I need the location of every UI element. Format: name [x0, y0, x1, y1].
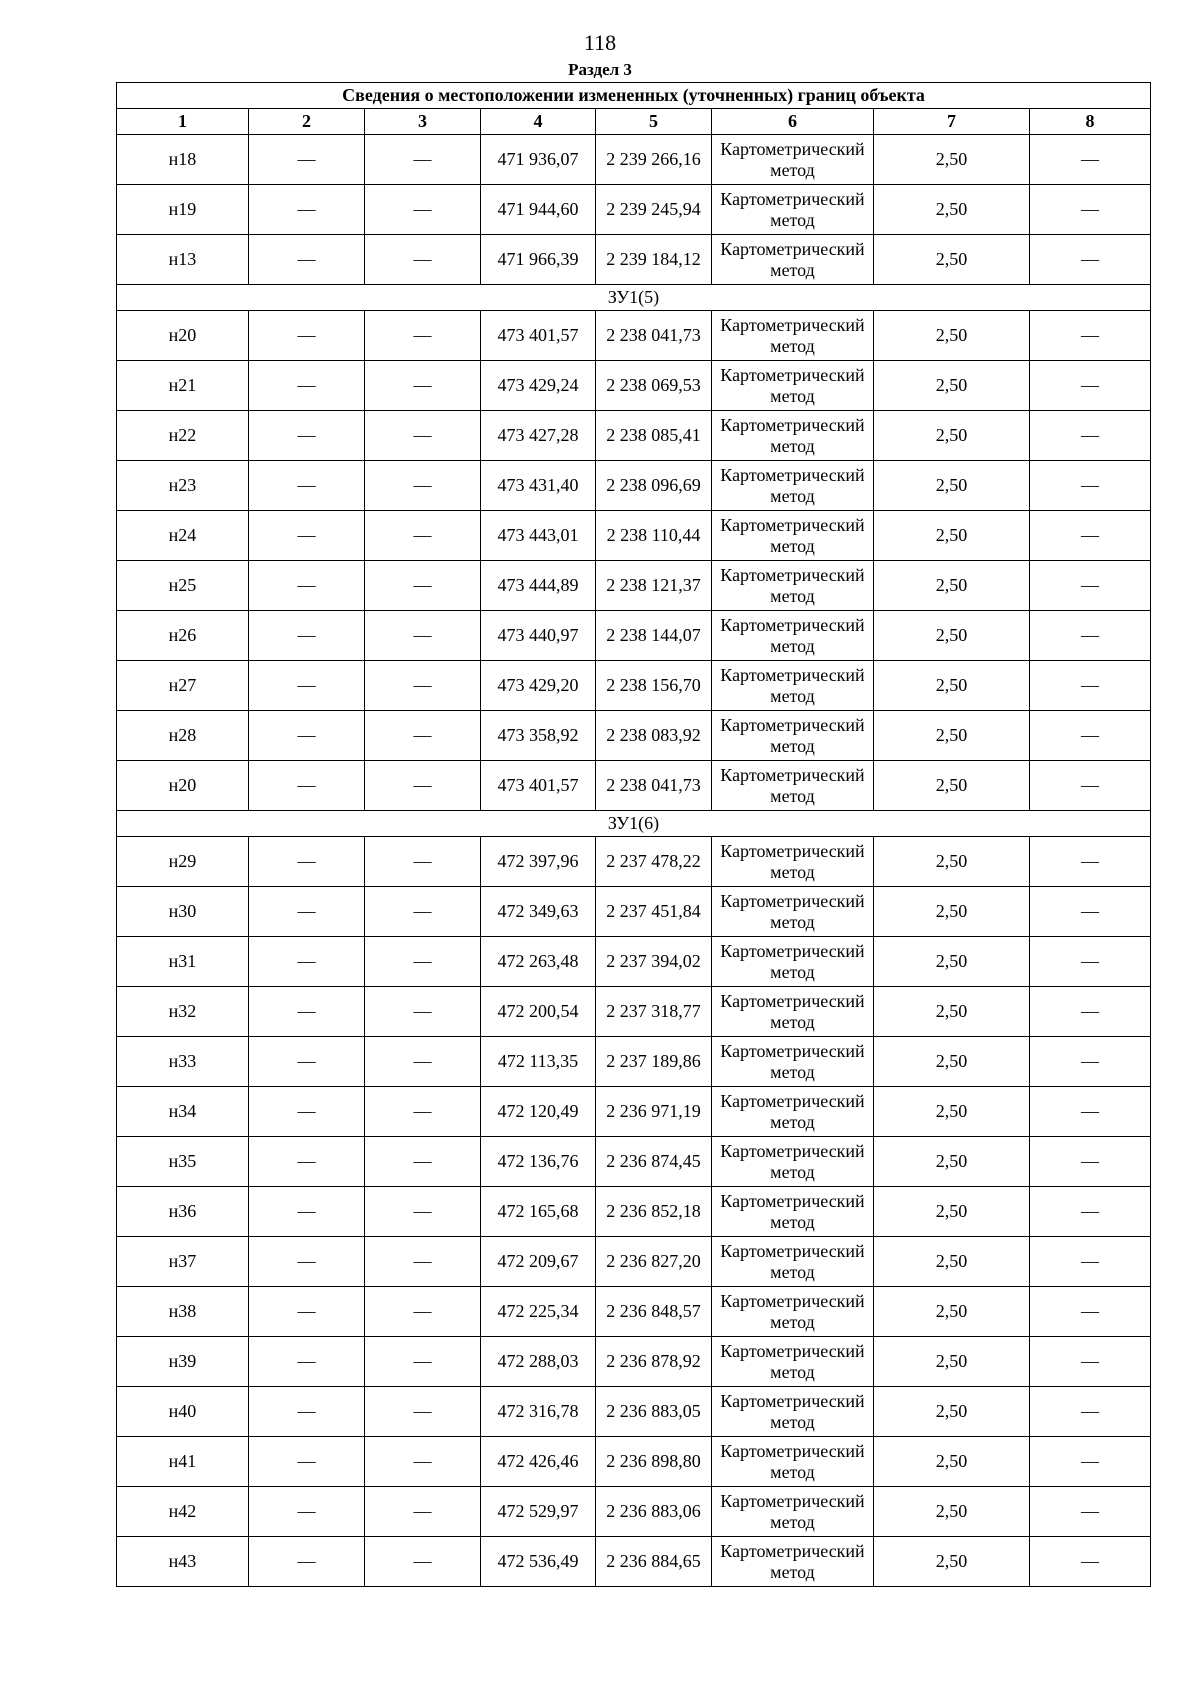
accuracy-cell: 2,50: [874, 1037, 1030, 1087]
accuracy-cell: 2,50: [874, 937, 1030, 987]
y-coordinate-cell: 2 238 041,73: [596, 311, 712, 361]
y-coordinate-cell: 2 239 184,12: [596, 235, 712, 285]
method-cell: Картометрический метод: [712, 1387, 874, 1437]
col3-cell: —: [365, 185, 481, 235]
x-coordinate-cell: 472 529,97: [481, 1487, 596, 1537]
col2-cell: —: [249, 1537, 365, 1587]
method-cell: Картометрический метод: [712, 461, 874, 511]
y-coordinate-cell: 2 236 884,65: [596, 1537, 712, 1587]
method-cell: Картометрический метод: [712, 1437, 874, 1487]
x-coordinate-cell: 472 120,49: [481, 1087, 596, 1137]
accuracy-cell: 2,50: [874, 1187, 1030, 1237]
table-row: [117, 1137, 1151, 1187]
y-coordinate-cell: 2 238 085,41: [596, 411, 712, 461]
col3-cell: —: [365, 661, 481, 711]
point-name-cell: н40: [117, 1387, 249, 1437]
section-title: Раздел 3: [568, 60, 632, 79]
point-name-cell: н20: [117, 761, 249, 811]
table-row: [117, 135, 1151, 185]
table-row: [117, 1337, 1151, 1387]
accuracy-cell: 2,50: [874, 1287, 1030, 1337]
col8-cell: —: [1030, 711, 1151, 761]
x-coordinate-cell: 472 536,49: [481, 1537, 596, 1587]
point-name-cell: н22: [117, 411, 249, 461]
method-cell: Картометрический метод: [712, 235, 874, 285]
accuracy-cell: 2,50: [874, 887, 1030, 937]
col2-cell: —: [249, 1237, 365, 1287]
point-name-cell: н27: [117, 661, 249, 711]
col2-cell: —: [249, 411, 365, 461]
method-cell: Картометрический метод: [712, 561, 874, 611]
col2-cell: —: [249, 937, 365, 987]
col2-cell: —: [249, 887, 365, 937]
col3-cell: —: [365, 1437, 481, 1487]
accuracy-cell: 2,50: [874, 1137, 1030, 1187]
point-name-cell: н34: [117, 1087, 249, 1137]
table-row: [117, 235, 1151, 285]
col3-cell: —: [365, 987, 481, 1037]
table-row: [117, 185, 1151, 235]
x-coordinate-cell: 473 440,97: [481, 611, 596, 661]
accuracy-cell: 2,50: [874, 135, 1030, 185]
y-coordinate-cell: 2 237 318,77: [596, 987, 712, 1037]
x-coordinate-cell: 471 936,07: [481, 135, 596, 185]
coordinates-table: [116, 82, 1151, 1587]
table-row: [117, 1537, 1151, 1587]
col8-cell: —: [1030, 1337, 1151, 1387]
column-number: 5: [596, 109, 712, 135]
col8-cell: —: [1030, 311, 1151, 361]
col2-cell: —: [249, 461, 365, 511]
table-body: [117, 135, 1151, 1587]
col2-cell: —: [249, 1187, 365, 1237]
col3-cell: —: [365, 1137, 481, 1187]
method-cell: Картометрический метод: [712, 1337, 874, 1387]
accuracy-cell: 2,50: [874, 611, 1030, 661]
col8-cell: —: [1030, 1137, 1151, 1187]
accuracy-cell: 2,50: [874, 1337, 1030, 1387]
col8-cell: —: [1030, 461, 1151, 511]
y-coordinate-cell: 2 236 878,92: [596, 1337, 712, 1387]
table-row: [117, 1087, 1151, 1137]
x-coordinate-cell: 473 358,92: [481, 711, 596, 761]
method-cell: Картометрический метод: [712, 1287, 874, 1337]
col8-cell: —: [1030, 1037, 1151, 1087]
method-cell: Картометрический метод: [712, 611, 874, 661]
col8-cell: —: [1030, 561, 1151, 611]
point-name-cell: н39: [117, 1337, 249, 1387]
group-label: ЗУ1(6): [117, 811, 1151, 837]
point-name-cell: н30: [117, 887, 249, 937]
y-coordinate-cell: 2 238 110,44: [596, 511, 712, 561]
col3-cell: —: [365, 1037, 481, 1087]
col2-cell: —: [249, 235, 365, 285]
col3-cell: —: [365, 711, 481, 761]
accuracy-cell: 2,50: [874, 311, 1030, 361]
table-row: [117, 1387, 1151, 1437]
col2-cell: —: [249, 511, 365, 561]
column-number: 6: [712, 109, 874, 135]
col2-cell: —: [249, 1487, 365, 1537]
col2-cell: —: [249, 611, 365, 661]
method-cell: Картометрический метод: [712, 887, 874, 937]
col8-cell: —: [1030, 235, 1151, 285]
point-name-cell: н38: [117, 1287, 249, 1337]
method-cell: Картометрический метод: [712, 1237, 874, 1287]
x-coordinate-cell: 472 263,48: [481, 937, 596, 987]
point-name-cell: н33: [117, 1037, 249, 1087]
col3-cell: —: [365, 411, 481, 461]
y-coordinate-cell: 2 236 883,06: [596, 1487, 712, 1537]
x-coordinate-cell: 473 443,01: [481, 511, 596, 561]
col2-cell: —: [249, 135, 365, 185]
y-coordinate-cell: 2 239 266,16: [596, 135, 712, 185]
column-number: 4: [481, 109, 596, 135]
table-row: [117, 411, 1151, 461]
col2-cell: —: [249, 185, 365, 235]
table-row: [117, 987, 1151, 1037]
col8-cell: —: [1030, 1287, 1151, 1337]
point-name-cell: н35: [117, 1137, 249, 1187]
col3-cell: —: [365, 1537, 481, 1587]
y-coordinate-cell: 2 236 883,05: [596, 1387, 712, 1437]
point-name-cell: н24: [117, 511, 249, 561]
x-coordinate-cell: 472 165,68: [481, 1187, 596, 1237]
col2-cell: —: [249, 837, 365, 887]
column-number: 7: [874, 109, 1030, 135]
col2-cell: —: [249, 1287, 365, 1337]
accuracy-cell: 2,50: [874, 461, 1030, 511]
point-name-cell: н25: [117, 561, 249, 611]
method-cell: Картометрический метод: [712, 1537, 874, 1587]
accuracy-cell: 2,50: [874, 987, 1030, 1037]
accuracy-cell: 2,50: [874, 511, 1030, 561]
col8-cell: —: [1030, 185, 1151, 235]
col3-cell: —: [365, 937, 481, 987]
method-cell: Картометрический метод: [712, 361, 874, 411]
group-label: ЗУ1(5): [117, 285, 1151, 311]
x-coordinate-cell: 471 944,60: [481, 185, 596, 235]
accuracy-cell: 2,50: [874, 361, 1030, 411]
y-coordinate-cell: 2 236 827,20: [596, 1237, 712, 1287]
col8-cell: —: [1030, 611, 1151, 661]
col3-cell: —: [365, 611, 481, 661]
point-name-cell: н32: [117, 987, 249, 1037]
x-coordinate-cell: 471 966,39: [481, 235, 596, 285]
point-name-cell: н36: [117, 1187, 249, 1237]
col8-cell: —: [1030, 837, 1151, 887]
point-name-cell: н29: [117, 837, 249, 887]
method-cell: Картометрический метод: [712, 937, 874, 987]
col2-cell: —: [249, 561, 365, 611]
x-coordinate-cell: 472 209,67: [481, 1237, 596, 1287]
x-coordinate-cell: 472 136,76: [481, 1137, 596, 1187]
column-number: 8: [1030, 109, 1151, 135]
col8-cell: —: [1030, 937, 1151, 987]
point-name-cell: н41: [117, 1437, 249, 1487]
table-row: [117, 1437, 1151, 1487]
col2-cell: —: [249, 711, 365, 761]
x-coordinate-cell: 472 397,96: [481, 837, 596, 887]
method-cell: Картометрический метод: [712, 987, 874, 1037]
column-number-row: [117, 109, 1151, 135]
point-name-cell: н42: [117, 1487, 249, 1537]
table-row: [117, 361, 1151, 411]
column-number: 1: [117, 109, 249, 135]
column-number: 2: [249, 109, 365, 135]
col8-cell: —: [1030, 361, 1151, 411]
col3-cell: —: [365, 1187, 481, 1237]
table-row: [117, 1187, 1151, 1237]
x-coordinate-cell: 473 431,40: [481, 461, 596, 511]
x-coordinate-cell: 472 349,63: [481, 887, 596, 937]
method-cell: Картометрический метод: [712, 761, 874, 811]
col8-cell: —: [1030, 1387, 1151, 1437]
method-cell: Картометрический метод: [712, 837, 874, 887]
table-caption: Сведения о местоположении измененных (уточненных) границ объекта: [117, 83, 1151, 109]
x-coordinate-cell: 473 444,89: [481, 561, 596, 611]
table-row: [117, 761, 1151, 811]
col2-cell: —: [249, 1437, 365, 1487]
col2-cell: —: [249, 661, 365, 711]
x-coordinate-cell: 472 225,34: [481, 1287, 596, 1337]
table-row: [117, 611, 1151, 661]
col3-cell: —: [365, 361, 481, 411]
col8-cell: —: [1030, 987, 1151, 1037]
table-row: [117, 837, 1151, 887]
point-name-cell: н31: [117, 937, 249, 987]
point-name-cell: н21: [117, 361, 249, 411]
col2-cell: —: [249, 1337, 365, 1387]
method-cell: Картометрический метод: [712, 311, 874, 361]
page-number: 118: [583, 30, 617, 55]
point-name-cell: н26: [117, 611, 249, 661]
accuracy-cell: 2,50: [874, 1087, 1030, 1137]
point-name-cell: н28: [117, 711, 249, 761]
table-row: [117, 711, 1151, 761]
col8-cell: —: [1030, 511, 1151, 561]
col3-cell: —: [365, 1487, 481, 1537]
col3-cell: —: [365, 887, 481, 937]
point-name-cell: н13: [117, 235, 249, 285]
method-cell: Картометрический метод: [712, 711, 874, 761]
col8-cell: —: [1030, 1187, 1151, 1237]
y-coordinate-cell: 2 238 096,69: [596, 461, 712, 511]
col2-cell: —: [249, 311, 365, 361]
col3-cell: —: [365, 511, 481, 561]
x-coordinate-cell: 472 316,78: [481, 1387, 596, 1437]
col8-cell: —: [1030, 887, 1151, 937]
col8-cell: —: [1030, 1537, 1151, 1587]
point-name-cell: н43: [117, 1537, 249, 1587]
x-coordinate-cell: 473 401,57: [481, 761, 596, 811]
method-cell: Картометрический метод: [712, 411, 874, 461]
accuracy-cell: 2,50: [874, 185, 1030, 235]
y-coordinate-cell: 2 239 245,94: [596, 185, 712, 235]
col2-cell: —: [249, 1387, 365, 1437]
table-row: [117, 887, 1151, 937]
x-coordinate-cell: 472 426,46: [481, 1437, 596, 1487]
point-name-cell: н18: [117, 135, 249, 185]
y-coordinate-cell: 2 238 121,37: [596, 561, 712, 611]
col3-cell: —: [365, 1387, 481, 1437]
y-coordinate-cell: 2 237 189,86: [596, 1037, 712, 1087]
y-coordinate-cell: 2 238 144,07: [596, 611, 712, 661]
accuracy-cell: 2,50: [874, 411, 1030, 461]
x-coordinate-cell: 473 429,24: [481, 361, 596, 411]
col3-cell: —: [365, 311, 481, 361]
table-row: [117, 561, 1151, 611]
group-row: [117, 285, 1151, 311]
col2-cell: —: [249, 761, 365, 811]
table-row: [117, 1037, 1151, 1087]
col3-cell: —: [365, 1237, 481, 1287]
y-coordinate-cell: 2 236 852,18: [596, 1187, 712, 1237]
col8-cell: —: [1030, 661, 1151, 711]
col3-cell: —: [365, 235, 481, 285]
col8-cell: —: [1030, 1437, 1151, 1487]
col3-cell: —: [365, 761, 481, 811]
y-coordinate-cell: 2 238 083,92: [596, 711, 712, 761]
method-cell: Картометрический метод: [712, 1137, 874, 1187]
col2-cell: —: [249, 1137, 365, 1187]
col8-cell: —: [1030, 1487, 1151, 1537]
y-coordinate-cell: 2 236 874,45: [596, 1137, 712, 1187]
x-coordinate-cell: 472 288,03: [481, 1337, 596, 1387]
y-coordinate-cell: 2 238 156,70: [596, 661, 712, 711]
method-cell: Картометрический метод: [712, 1487, 874, 1537]
col8-cell: —: [1030, 761, 1151, 811]
col3-cell: —: [365, 837, 481, 887]
x-coordinate-cell: 473 427,28: [481, 411, 596, 461]
col8-cell: —: [1030, 1087, 1151, 1137]
y-coordinate-cell: 2 236 898,80: [596, 1437, 712, 1487]
accuracy-cell: 2,50: [874, 761, 1030, 811]
table-row: [117, 1487, 1151, 1537]
y-coordinate-cell: 2 237 394,02: [596, 937, 712, 987]
point-name-cell: н20: [117, 311, 249, 361]
x-coordinate-cell: 473 429,20: [481, 661, 596, 711]
x-coordinate-cell: 472 113,35: [481, 1037, 596, 1087]
col2-cell: —: [249, 361, 365, 411]
col3-cell: —: [365, 461, 481, 511]
y-coordinate-cell: 2 238 041,73: [596, 761, 712, 811]
accuracy-cell: 2,50: [874, 235, 1030, 285]
point-name-cell: н19: [117, 185, 249, 235]
table-row: [117, 511, 1151, 561]
table-row: [117, 461, 1151, 511]
col8-cell: —: [1030, 135, 1151, 185]
accuracy-cell: 2,50: [874, 661, 1030, 711]
col3-cell: —: [365, 1087, 481, 1137]
column-number: 3: [365, 109, 481, 135]
col3-cell: —: [365, 1287, 481, 1337]
accuracy-cell: 2,50: [874, 1237, 1030, 1287]
y-coordinate-cell: 2 237 478,22: [596, 837, 712, 887]
method-cell: Картометрический метод: [712, 1187, 874, 1237]
accuracy-cell: 2,50: [874, 837, 1030, 887]
group-row: [117, 811, 1151, 837]
point-name-cell: н37: [117, 1237, 249, 1287]
col8-cell: —: [1030, 411, 1151, 461]
accuracy-cell: 2,50: [874, 1537, 1030, 1587]
y-coordinate-cell: 2 236 848,57: [596, 1287, 712, 1337]
accuracy-cell: 2,50: [874, 1487, 1030, 1537]
table-row: [117, 661, 1151, 711]
method-cell: Картометрический метод: [712, 511, 874, 561]
y-coordinate-cell: 2 236 971,19: [596, 1087, 712, 1137]
y-coordinate-cell: 2 238 069,53: [596, 361, 712, 411]
col2-cell: —: [249, 1037, 365, 1087]
accuracy-cell: 2,50: [874, 561, 1030, 611]
col2-cell: —: [249, 1087, 365, 1137]
col3-cell: —: [365, 561, 481, 611]
method-cell: Картометрический метод: [712, 1037, 874, 1087]
accuracy-cell: 2,50: [874, 1387, 1030, 1437]
col3-cell: —: [365, 1337, 481, 1387]
method-cell: Картометрический метод: [712, 135, 874, 185]
table-row: [117, 311, 1151, 361]
y-coordinate-cell: 2 237 451,84: [596, 887, 712, 937]
x-coordinate-cell: 472 200,54: [481, 987, 596, 1037]
method-cell: Картометрический метод: [712, 661, 874, 711]
method-cell: Картометрический метод: [712, 1087, 874, 1137]
accuracy-cell: 2,50: [874, 711, 1030, 761]
col8-cell: —: [1030, 1237, 1151, 1287]
table-row: [117, 937, 1151, 987]
table-row: [117, 1287, 1151, 1337]
col2-cell: —: [249, 987, 365, 1037]
accuracy-cell: 2,50: [874, 1437, 1030, 1487]
point-name-cell: н23: [117, 461, 249, 511]
method-cell: Картометрический метод: [712, 185, 874, 235]
x-coordinate-cell: 473 401,57: [481, 311, 596, 361]
col3-cell: —: [365, 135, 481, 185]
table-row: [117, 1237, 1151, 1287]
